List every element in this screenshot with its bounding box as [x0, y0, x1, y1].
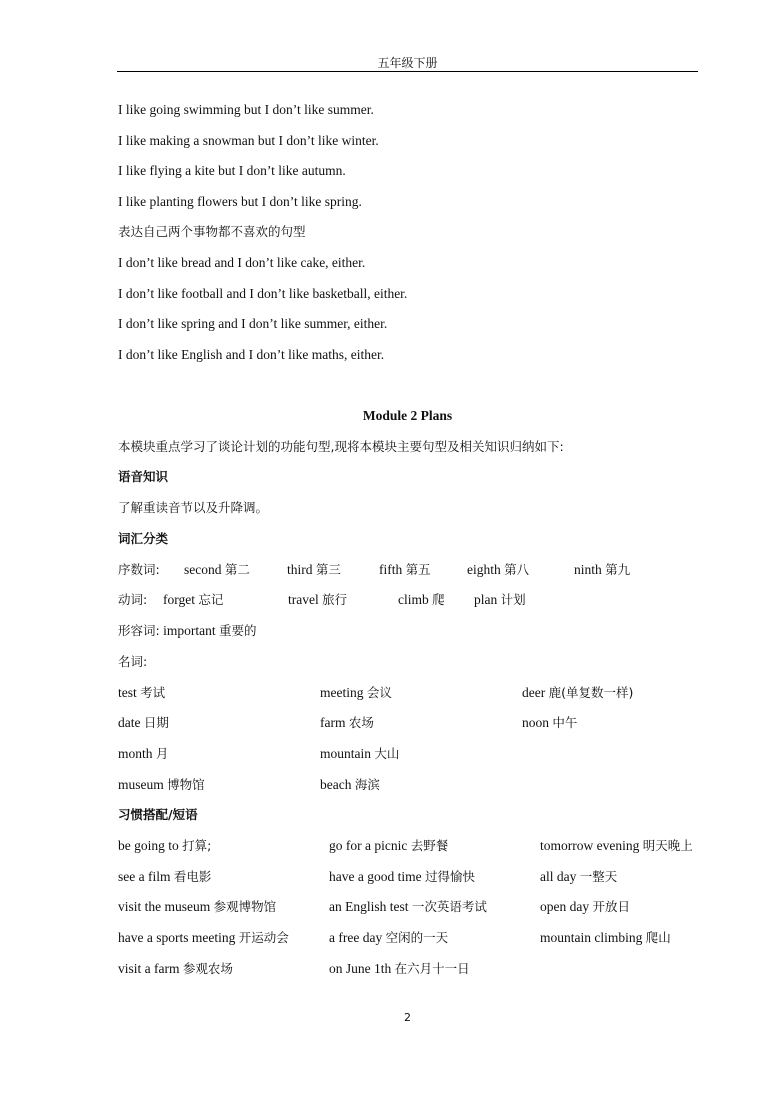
noun-item: noon 中午 [522, 715, 578, 730]
sentence-like-4: I like planting flowers but I don’t like spring. [118, 194, 362, 209]
module-title: Module 2 Plans [362, 408, 453, 423]
phonetics-heading: 语音知识 [118, 469, 169, 484]
noun-item: museum 博物馆 [118, 777, 205, 792]
phrase-item: have a good time 过得愉快 [329, 869, 475, 884]
module-intro: 本模块重点学习了谈论计划的功能句型,现将本模块主要句型及相关知识归纳如下: [118, 439, 564, 454]
page-number: 2 [404, 1011, 411, 1024]
verbs-label: 动词: [118, 592, 148, 607]
neither-heading: 表达自己两个事物都不喜欢的句型 [118, 224, 306, 239]
phrase-item: a free day 空闲的一天 [329, 930, 449, 945]
noun-item: month 月 [118, 746, 169, 761]
verb-item: travel 旅行 [288, 592, 348, 607]
phrase-item: open day 开放日 [540, 899, 630, 914]
ordinal-item: third 第三 [287, 562, 341, 577]
sentence-neither-1: I don’t like bread and I don’t like cake, either. [118, 255, 366, 270]
sentence-neither-4: I don’t like English and I don’t like maths, either. [118, 347, 385, 362]
vocab-heading: 词汇分类 [118, 531, 169, 546]
ordinal-item: second 第二 [184, 562, 250, 577]
phonetics-text: 了解重读音节以及升降调。 [118, 500, 269, 515]
adjective-row: 形容词: important 重要的 [118, 623, 257, 638]
sentence-like-3: I like flying a kite but I don’t like autumn. [118, 163, 346, 178]
noun-item: test 考试 [118, 685, 166, 700]
phrase-item: mountain climbing 爬山 [540, 930, 671, 945]
verb-item: climb 爬 [398, 592, 445, 607]
phrase-item: on June 1th 在六月十一日 [329, 961, 470, 976]
noun-item: mountain 大山 [320, 746, 400, 761]
phrase-item: all day 一整天 [540, 869, 618, 884]
sentence-like-1: I like going swimming but I don’t like summer. [118, 102, 374, 117]
nouns-label: 名词: [118, 654, 148, 669]
noun-item: farm 农场 [320, 715, 374, 730]
ordinals-label: 序数词: [118, 562, 160, 577]
noun-item: meeting 会议 [320, 685, 392, 700]
ordinal-item: ninth 第九 [574, 562, 631, 577]
sentence-neither-3: I don’t like spring and I don’t like summer, either. [118, 316, 388, 331]
noun-item: deer 鹿(单复数一样) [522, 685, 634, 700]
phrase-item: see a film 看电影 [118, 869, 212, 884]
verb-item: forget 忘记 [163, 592, 224, 607]
noun-item: date 日期 [118, 715, 169, 730]
phrase-item: go for a picnic 去野餐 [329, 838, 449, 853]
page-header: 五年级下册 [377, 56, 438, 70]
phrase-item: tomorrow evening 明天晚上 [540, 838, 693, 853]
phrases-heading: 习惯搭配/短语 [118, 807, 198, 822]
phrase-item: visit the museum 参观博物馆 [118, 899, 277, 914]
ordinal-item: eighth 第八 [467, 562, 530, 577]
header-divider [117, 71, 698, 72]
noun-item: beach 海滨 [320, 777, 380, 792]
phrase-item: have a sports meeting 开运动会 [118, 930, 289, 945]
sentence-like-2: I like making a snowman but I don’t like winter. [118, 133, 379, 148]
sentence-neither-2: I don’t like football and I don’t like basketball, either. [118, 286, 408, 301]
phrase-item: an English test 一次英语考试 [329, 899, 487, 914]
verb-item: plan 计划 [474, 592, 526, 607]
phrase-item: be going to 打算; [118, 838, 212, 853]
ordinal-item: fifth 第五 [379, 562, 431, 577]
phrase-item: visit a farm 参观农场 [118, 961, 233, 976]
